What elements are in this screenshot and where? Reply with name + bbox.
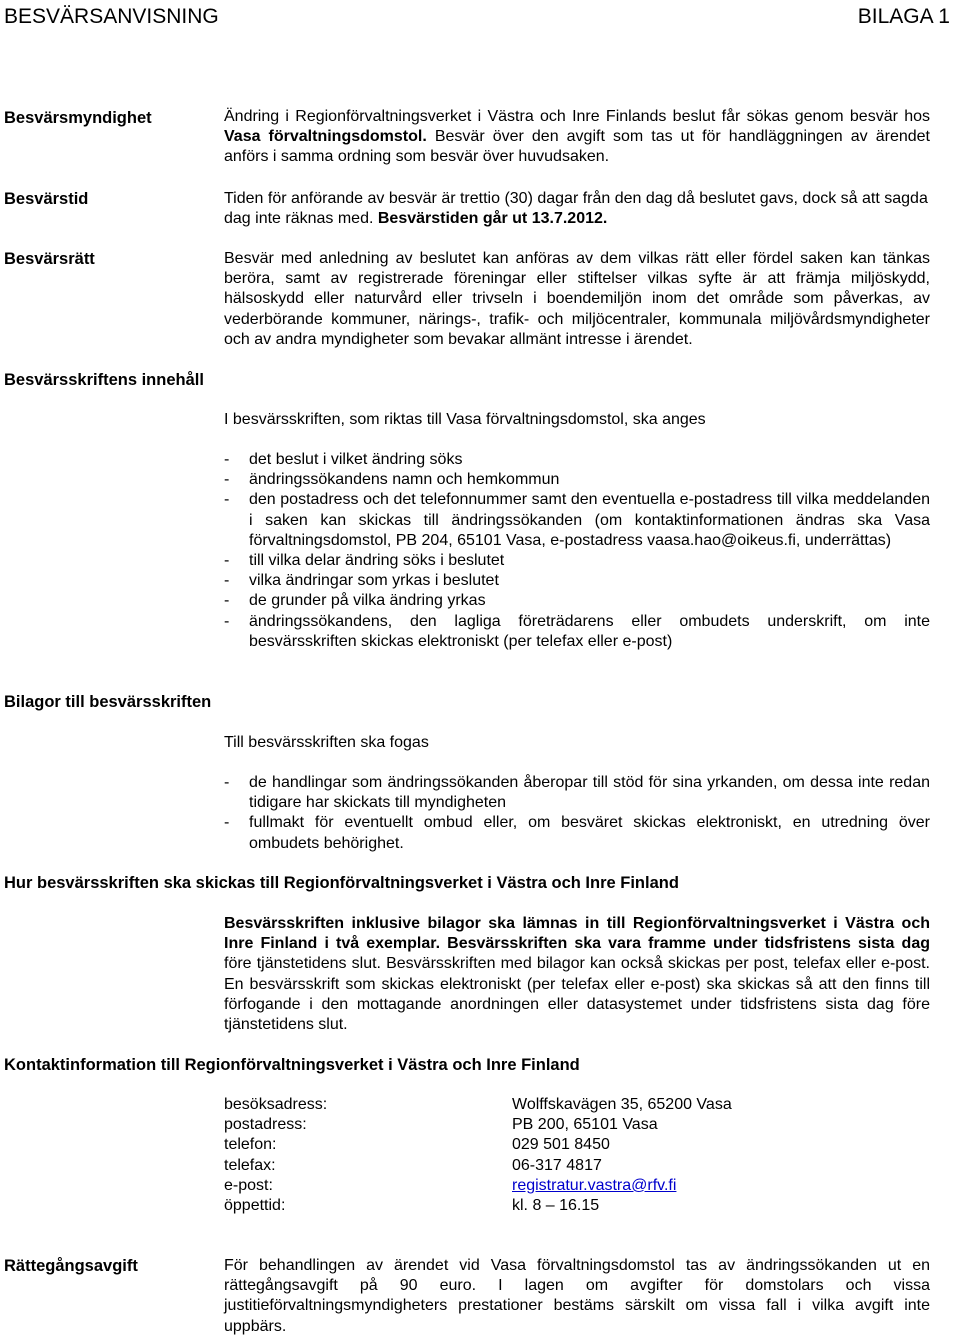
right-text: Besvär med anledning av beslutet kan anföras av dem vilkas rätt eller fördel saken kan tänkas beröra, samt av registrerade föreningar eller stiftelser vilkas syfte är att främja miljöskydd, hälsoskydd eller naturvård eller trivseln i boendemiljön inom det område som påverkas, av vederbörande kommuner, närings-, trafik- och miljöcentraler, kommunala miljövårdsmyndigheter och av andra myndigheter som bevakar allmänt intresse i ärendet. bbox=[224, 250, 930, 348]
contact-row: postadress: PB 200, 65101 Vasa bbox=[224, 1116, 658, 1134]
fee-label: Rättegångsavgift bbox=[4, 1257, 138, 1275]
list-item: - till vilka delar ändring söks i beslutet bbox=[224, 552, 505, 570]
attachments-intro: Till besvärsskriften ska fogas bbox=[224, 734, 429, 751]
sending-heading: Hur besvärsskriften ska skickas till Regionförvaltningsverket i Västra och Inre Finland bbox=[4, 874, 679, 892]
attachments-label: Bilagor till besvärsskriften bbox=[4, 693, 212, 711]
contact-row: öppettid: kl. 8 – 16.15 bbox=[224, 1196, 600, 1214]
list-item: - de grunder på vilka ändring yrkas bbox=[224, 592, 486, 610]
deadline-text: Tiden för anförande av besvär är trettio (30) dagar från den dag då beslutet gavs, dock så att sagda dag inte räknas med. Besvärstiden går ut 13.7.2012. bbox=[224, 190, 928, 228]
list-item: - det beslut i vilket ändring söks bbox=[224, 451, 463, 468]
list-item: - de handlingar som ändringssökanden åberopar till stöd för sina yrkanden, om dessa inte redan tidigare har skickats till myndigheten bbox=[224, 774, 930, 812]
document-title: BESVÄRSANVISNING bbox=[4, 5, 219, 28]
list-item: - fullmakt för eventuellt ombud eller, om besväret skickas elektroniskt, en utredning över ombudets behörighet. bbox=[224, 814, 930, 852]
authority-label: Besvärsmyndighet bbox=[4, 109, 152, 127]
authority-text: Ändring i Regionförvaltningsverket i Västra och Inre Finlands beslut får sökas genom besvär hos Vasa förvaltningsdomstol. Besvär över den avgift som tas ut för handläggningen av ärendet anförs i samma ordning som besvär över huvudsaken. bbox=[224, 108, 930, 166]
right-label: Besvärsrätt bbox=[4, 250, 95, 268]
list-item: - ändringssökandens namn och hemkommun bbox=[224, 471, 560, 489]
content-label: Besvärsskriftens innehåll bbox=[4, 371, 204, 389]
contact-heading: Kontaktinformation till Regionförvaltningsverket i Västra och Inre Finland bbox=[4, 1056, 580, 1074]
annex-label: BILAGA 1 bbox=[857, 5, 950, 28]
contact-row: e-post: registratur.vastra@rfv.fi bbox=[224, 1176, 930, 1196]
attachments-list bbox=[224, 773, 930, 854]
contact-table bbox=[224, 1095, 930, 1216]
contact-row: besöksadress: Wolffskavägen 35, 65200 Vasa bbox=[224, 1096, 732, 1113]
sending-text: Besvärsskriften inklusive bilagor ska lämnas in till Regionförvaltningsverket i Västra och Inre Finland i två exemplar. Besvärsskriften ska vara framme under tidsfristens sista dag före tjänstetidens slut. Besvärsskriften med bilagor kan också skickas per post, telefax eller e-post. En besvärsskrift som skickas elektroniskt (per telefax eller e-post) ska skickas så att den finns till förfogande i den mottagande anordningen eller datasystemet under tidsfristens sista dag före tjänstetidens slut. bbox=[224, 915, 930, 1034]
list-item: - den postadress och det telefonnummer samt den eventuella e-postadress till vilka meddelanden i saken kan skickas till ändringssökanden (om kontaktinformationen ändras ska Vasa förvaltningsdomstol, PB 204, 65101 Vasa, e-postadress vaasa.hao@oikeus.fi, underrättas) bbox=[224, 491, 930, 549]
deadline-label: Besvärstid bbox=[4, 190, 89, 208]
deadline-date: Besvärstiden går ut 13.7.2012. bbox=[377, 210, 608, 228]
email-link[interactable]: registratur.vastra@rfv.fi bbox=[512, 1176, 677, 1194]
list-item: - vilka ändringar som yrkas i beslutet bbox=[224, 572, 499, 590]
fee-text: För behandlingen av ärendet vid Vasa förvaltningsdomstol tas av ändringssökanden ut en rättegångsavgift på 90 euro. I lagen om avgifter för domstolars och vissa justitieförvaltningsmyndigheters prestationer bestäms särskilt om vissa fall i vilka avgift inte uppbärs. bbox=[224, 1257, 930, 1335]
list-item: - ändringssökandens, den lagliga företrädarens eller ombudets underskrift, om inte besvärsskriften skickas elektroniskt (per telefax eller e-post) bbox=[224, 612, 930, 650]
contact-row: telefax: 06-317 4817 bbox=[224, 1156, 602, 1174]
content-list bbox=[224, 450, 930, 652]
sending-bold: Besvärsskriften inklusive bilagor ska lämnas in till Regionförvaltningsverket i Västra och Inre Finland i två exemplar. Besvärsskriften ska vara framme under tidsfristens sista dag bbox=[224, 915, 930, 953]
content-intro: I besvärsskriften, som riktas till Vasa förvaltningsdomstol, ska anges bbox=[224, 411, 706, 428]
contact-row: telefon: 029 501 8450 bbox=[224, 1136, 610, 1154]
court-name: Vasa förvaltningsdomstol. bbox=[224, 128, 427, 146]
page-header bbox=[4, 5, 956, 29]
